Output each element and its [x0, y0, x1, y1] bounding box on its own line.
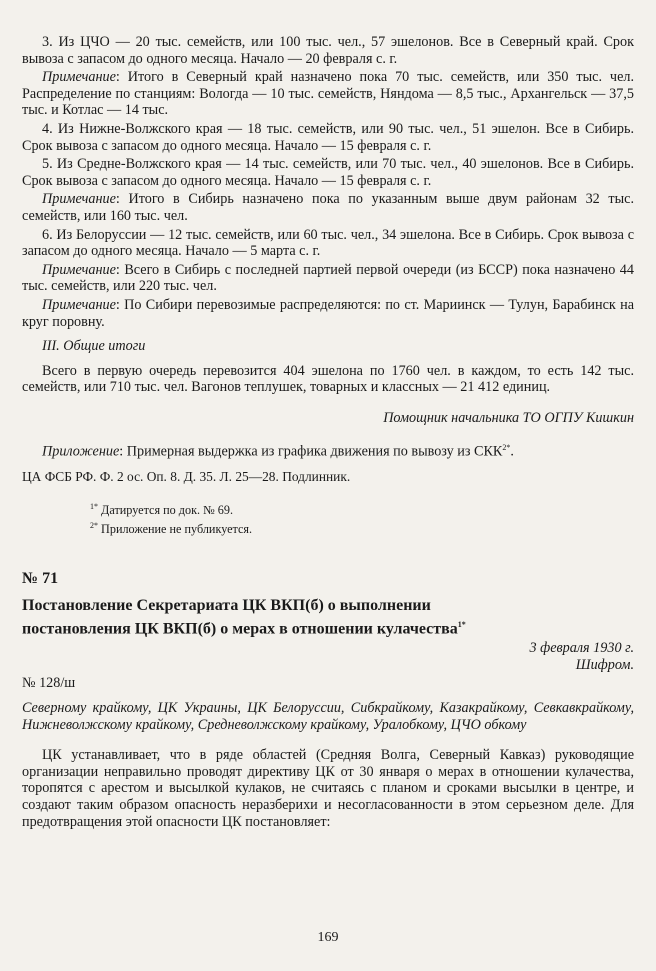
- footnote-mark: 1*: [90, 501, 98, 511]
- document-date: 3 февраля 1930 г.: [529, 640, 634, 657]
- note-siberia: [22, 191, 634, 224]
- paragraph-belarus: 6. Из Белоруссии — 12 тыс. семейств, или 60 тыс. чел., 34 эшелона. Все в Сибирь. Срок вывоза с запасом до одного месяца. Начало — 5 марта с. г.: [22, 226, 634, 260]
- appendix-text: : Примерная выдержка из графика движения по вывозу из СКК: [119, 444, 503, 461]
- appendix-label: Приложение: [42, 444, 120, 461]
- archive-reference: ЦА ФСБ РФ. Ф. 2 ос. Оп. 8. Д. 35. Л. 25—28. Подлинник.: [22, 468, 351, 484]
- footnotes: [22, 499, 634, 537]
- note-text: : Итого в Сибирь назначено пока по указанным выше двум районам 32 тыс. семейств, или 160 тыс. чел.: [22, 191, 634, 224]
- appendix-end: .: [510, 444, 514, 461]
- footnote-mark: 2*: [90, 520, 98, 530]
- note-text: : Всего в Сибирь с последней партией первой очереди (из БССР) пока назначено 44 тыс. семейств, или 220 тыс. чел.: [22, 261, 634, 295]
- document-body: ЦК устанавливает, что в ряде областей (Средняя Волга, Северный Кавказ) руководящие организации неправильно проводят директиву ЦК от 30 января о мерах в отношении кулачества, торопятся с арестом и высылкой кулаков, не считаясь с планом и сроками высылки в центре, и создают таким образом опасность неразберихи и несогласованности в этом серьезном деле. Для предотвращения этой опасности ЦК постановляет:: [22, 747, 634, 830]
- title-line-2: постановления ЦК ВКП(б) о мерах в отношении кулачества: [22, 620, 458, 638]
- note-label: Примечание: [42, 191, 116, 208]
- document-cipher: Шифром.: [575, 656, 634, 673]
- section-heading-text: III. Общие итоги: [42, 338, 146, 355]
- section-heading-totals: [22, 338, 634, 355]
- paragraph-lower-volga: 4. Из Нижне-Волжского края — 18 тыс. семейств, или 90 тыс. чел., 51 эшелон. Все в Сибирь. Срок вывоза с запасом до одного месяца. Начало — 15 февраля с. г.: [22, 120, 634, 154]
- note-text: : По Сибири перевозимые распределяются: по ст. Мариинск — Тулун, Барабинск на круг поровну.: [22, 296, 634, 330]
- note-label: Примечание: [42, 296, 116, 313]
- note-label: Примечание: [42, 261, 116, 278]
- appendix-note: [22, 440, 634, 460]
- addressees: Северному крайкому, ЦК Украины, ЦК Белоруссии, Сибкрайкому, Казакрайкому, Севкавкрайкому, Нижневолжскому крайкому, Средневолжскому крайкому, Уралобкому, ЦЧО обкому: [22, 700, 634, 733]
- note-northern-territory: [22, 69, 634, 119]
- footnote-item: [90, 518, 634, 537]
- paragraph-totals: Всего в первую очередь перевозится 404 эшелона по 1760 чел. в каждом, то есть 142 тыс. семейств, или 710 тыс. чел. Вагонов теплушек, товарных и классных — 21 412 единиц.: [22, 362, 634, 396]
- footnote-item: [90, 499, 634, 518]
- footnote-mark: 2*: [502, 443, 511, 453]
- document-ref-number: № 128/ш: [22, 675, 76, 692]
- footnote-text: Приложение не публикуется.: [98, 521, 253, 536]
- note-text: : Итого в Северный край назначено пока 70 тыс. семейств, или 350 тыс. чел. Распределение по станциям: Вологда — 10 тыс. семейств, Няндома — 8,5 тыс., Архангельск — 37,5 тыс. и Котлас — 14 тыс.: [22, 69, 634, 119]
- paragraph-chernozem: 3. Из ЦЧО — 20 тыс. семейств, или 100 тыс. чел., 57 эшелонов. Все в Северный край. Срок вывоза с запасом до одного месяца. Начало — 20 февраля с. г.: [22, 34, 634, 67]
- note-siberia-total: [22, 262, 634, 295]
- note-siberia-distribution: [22, 297, 634, 330]
- footnote-mark: 1*: [457, 619, 466, 629]
- title-line-1: Постановление Секретариата ЦК ВКП(б) о выполнении: [22, 596, 431, 614]
- document-number: № 71: [22, 569, 59, 587]
- paragraph-middle-volga: 5. Из Средне-Волжского края — 14 тыс. семейств, или 70 тыс. чел., 40 эшелонов. Все в Сибирь. Срок вывоза с запасом до одного месяца. Начало — 15 февраля с. г.: [22, 156, 634, 189]
- document-title: [22, 596, 634, 638]
- footnote-text: Датируется по док. № 69.: [98, 502, 233, 517]
- page-number: 169: [317, 930, 339, 945]
- signature: Помощник начальника ТО ОГПУ Кишкин: [383, 409, 634, 426]
- note-label: Примечание: [42, 69, 116, 86]
